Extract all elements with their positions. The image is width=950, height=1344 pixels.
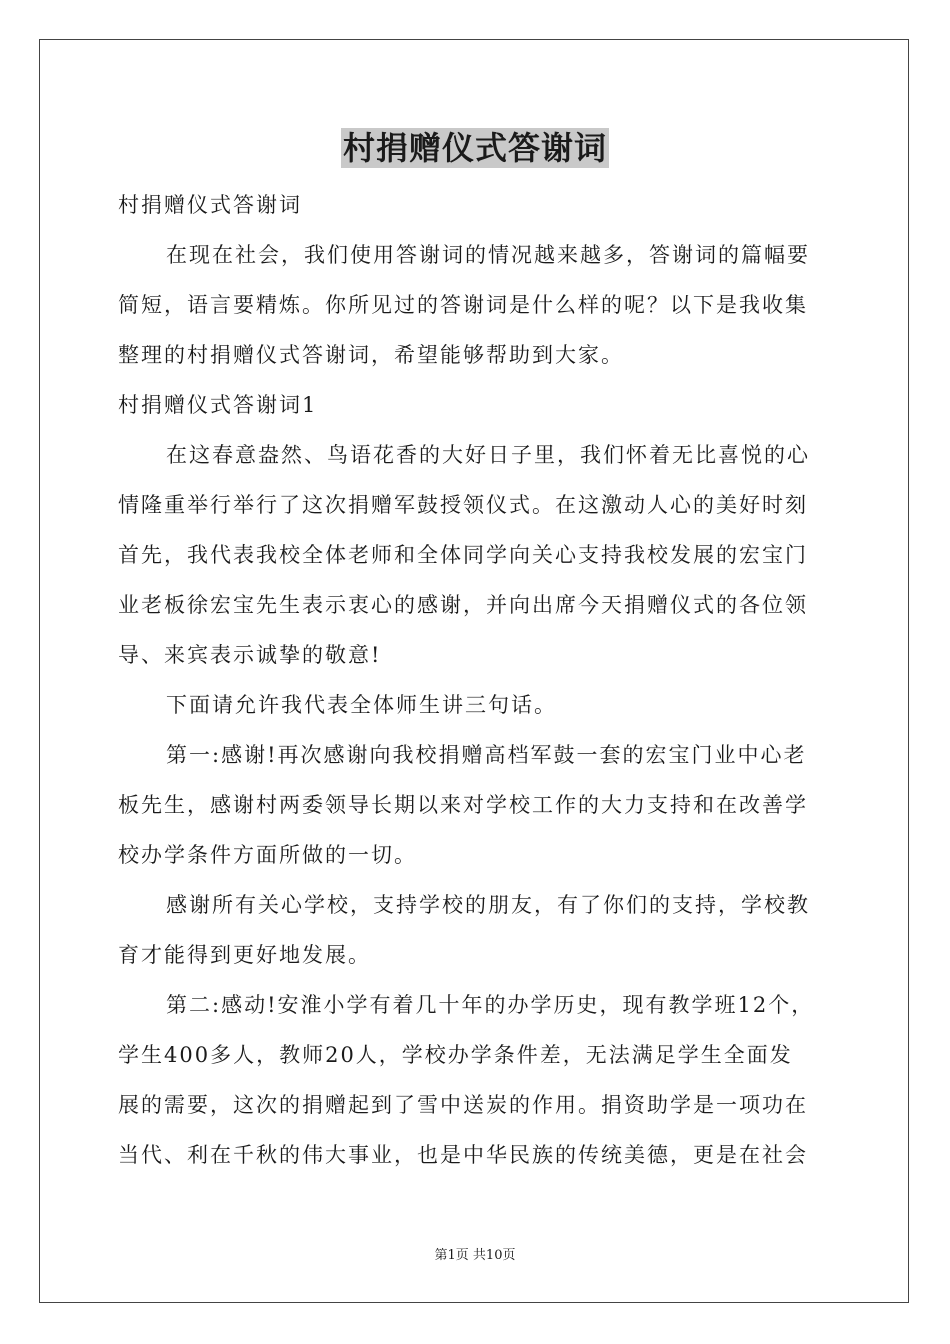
text-line: 育才能得到更好地发展。 (118, 943, 371, 967)
page-footer: 第1页 共10页 (434, 1248, 516, 1263)
text-line: 整理的村捐赠仪式答谢词，希望能够帮助到大家。 (118, 343, 624, 367)
text-line: 第二:感动!安淮小学有着几十年的办学历史，现有教学班12个， (166, 993, 815, 1017)
text-line: 在这春意盎然、鸟语花香的大好日子里，我们怀着无比喜悦的心 (166, 443, 810, 467)
text-line: 首先，我代表我校全体老师和全体同学向关心支持我校发展的宏宝门 (118, 543, 808, 567)
text-line: 业老板徐宏宝先生表示衷心的感谢，并向出席今天捐赠仪式的各位领 (118, 593, 808, 617)
text-line: 村捐赠仪式答谢词1 (118, 393, 318, 417)
text-line: 情隆重举行举行了这次捐赠军鼓授领仪式。在这激动人心的美好时刻 (118, 493, 808, 517)
text-line: 导、来宾表示诚挚的敬意! (118, 643, 382, 667)
document-body (118, 180, 836, 1180)
text-line: 当代、利在千秋的伟大事业，也是中华民族的传统美德，更是在社会 (118, 1143, 808, 1167)
text-line: 感谢所有关心学校，支持学校的朋友，有了你们的支持，学校教 (166, 893, 810, 917)
text-line: 板先生，感谢村两委领导长期以来对学校工作的大力支持和在改善学 (118, 793, 808, 817)
document-title: 村捐赠仪式答谢词 (342, 129, 607, 167)
title-container (0, 128, 950, 168)
text-line: 学生400多人，教师20人，学校办学条件差，无法满足学生全面发 (118, 1043, 793, 1067)
text-line: 简短，语言要精炼。你所见过的答谢词是什么样的呢？以下是我收集 (118, 293, 808, 317)
text-line: 在现在社会，我们使用答谢词的情况越来越多，答谢词的篇幅要 (166, 243, 810, 267)
text-line: 展的需要，这次的捐赠起到了雪中送炭的作用。捐资助学是一项功在 (118, 1093, 808, 1117)
text-line: 下面请允许我代表全体师生讲三句话。 (166, 693, 557, 717)
text-line: 校办学条件方面所做的一切。 (118, 843, 417, 867)
text-line: 村捐赠仪式答谢词 (118, 193, 302, 217)
text-line: 第一:感谢!再次感谢向我校捐赠高档军鼓一套的宏宝门业中心老 (166, 743, 807, 767)
